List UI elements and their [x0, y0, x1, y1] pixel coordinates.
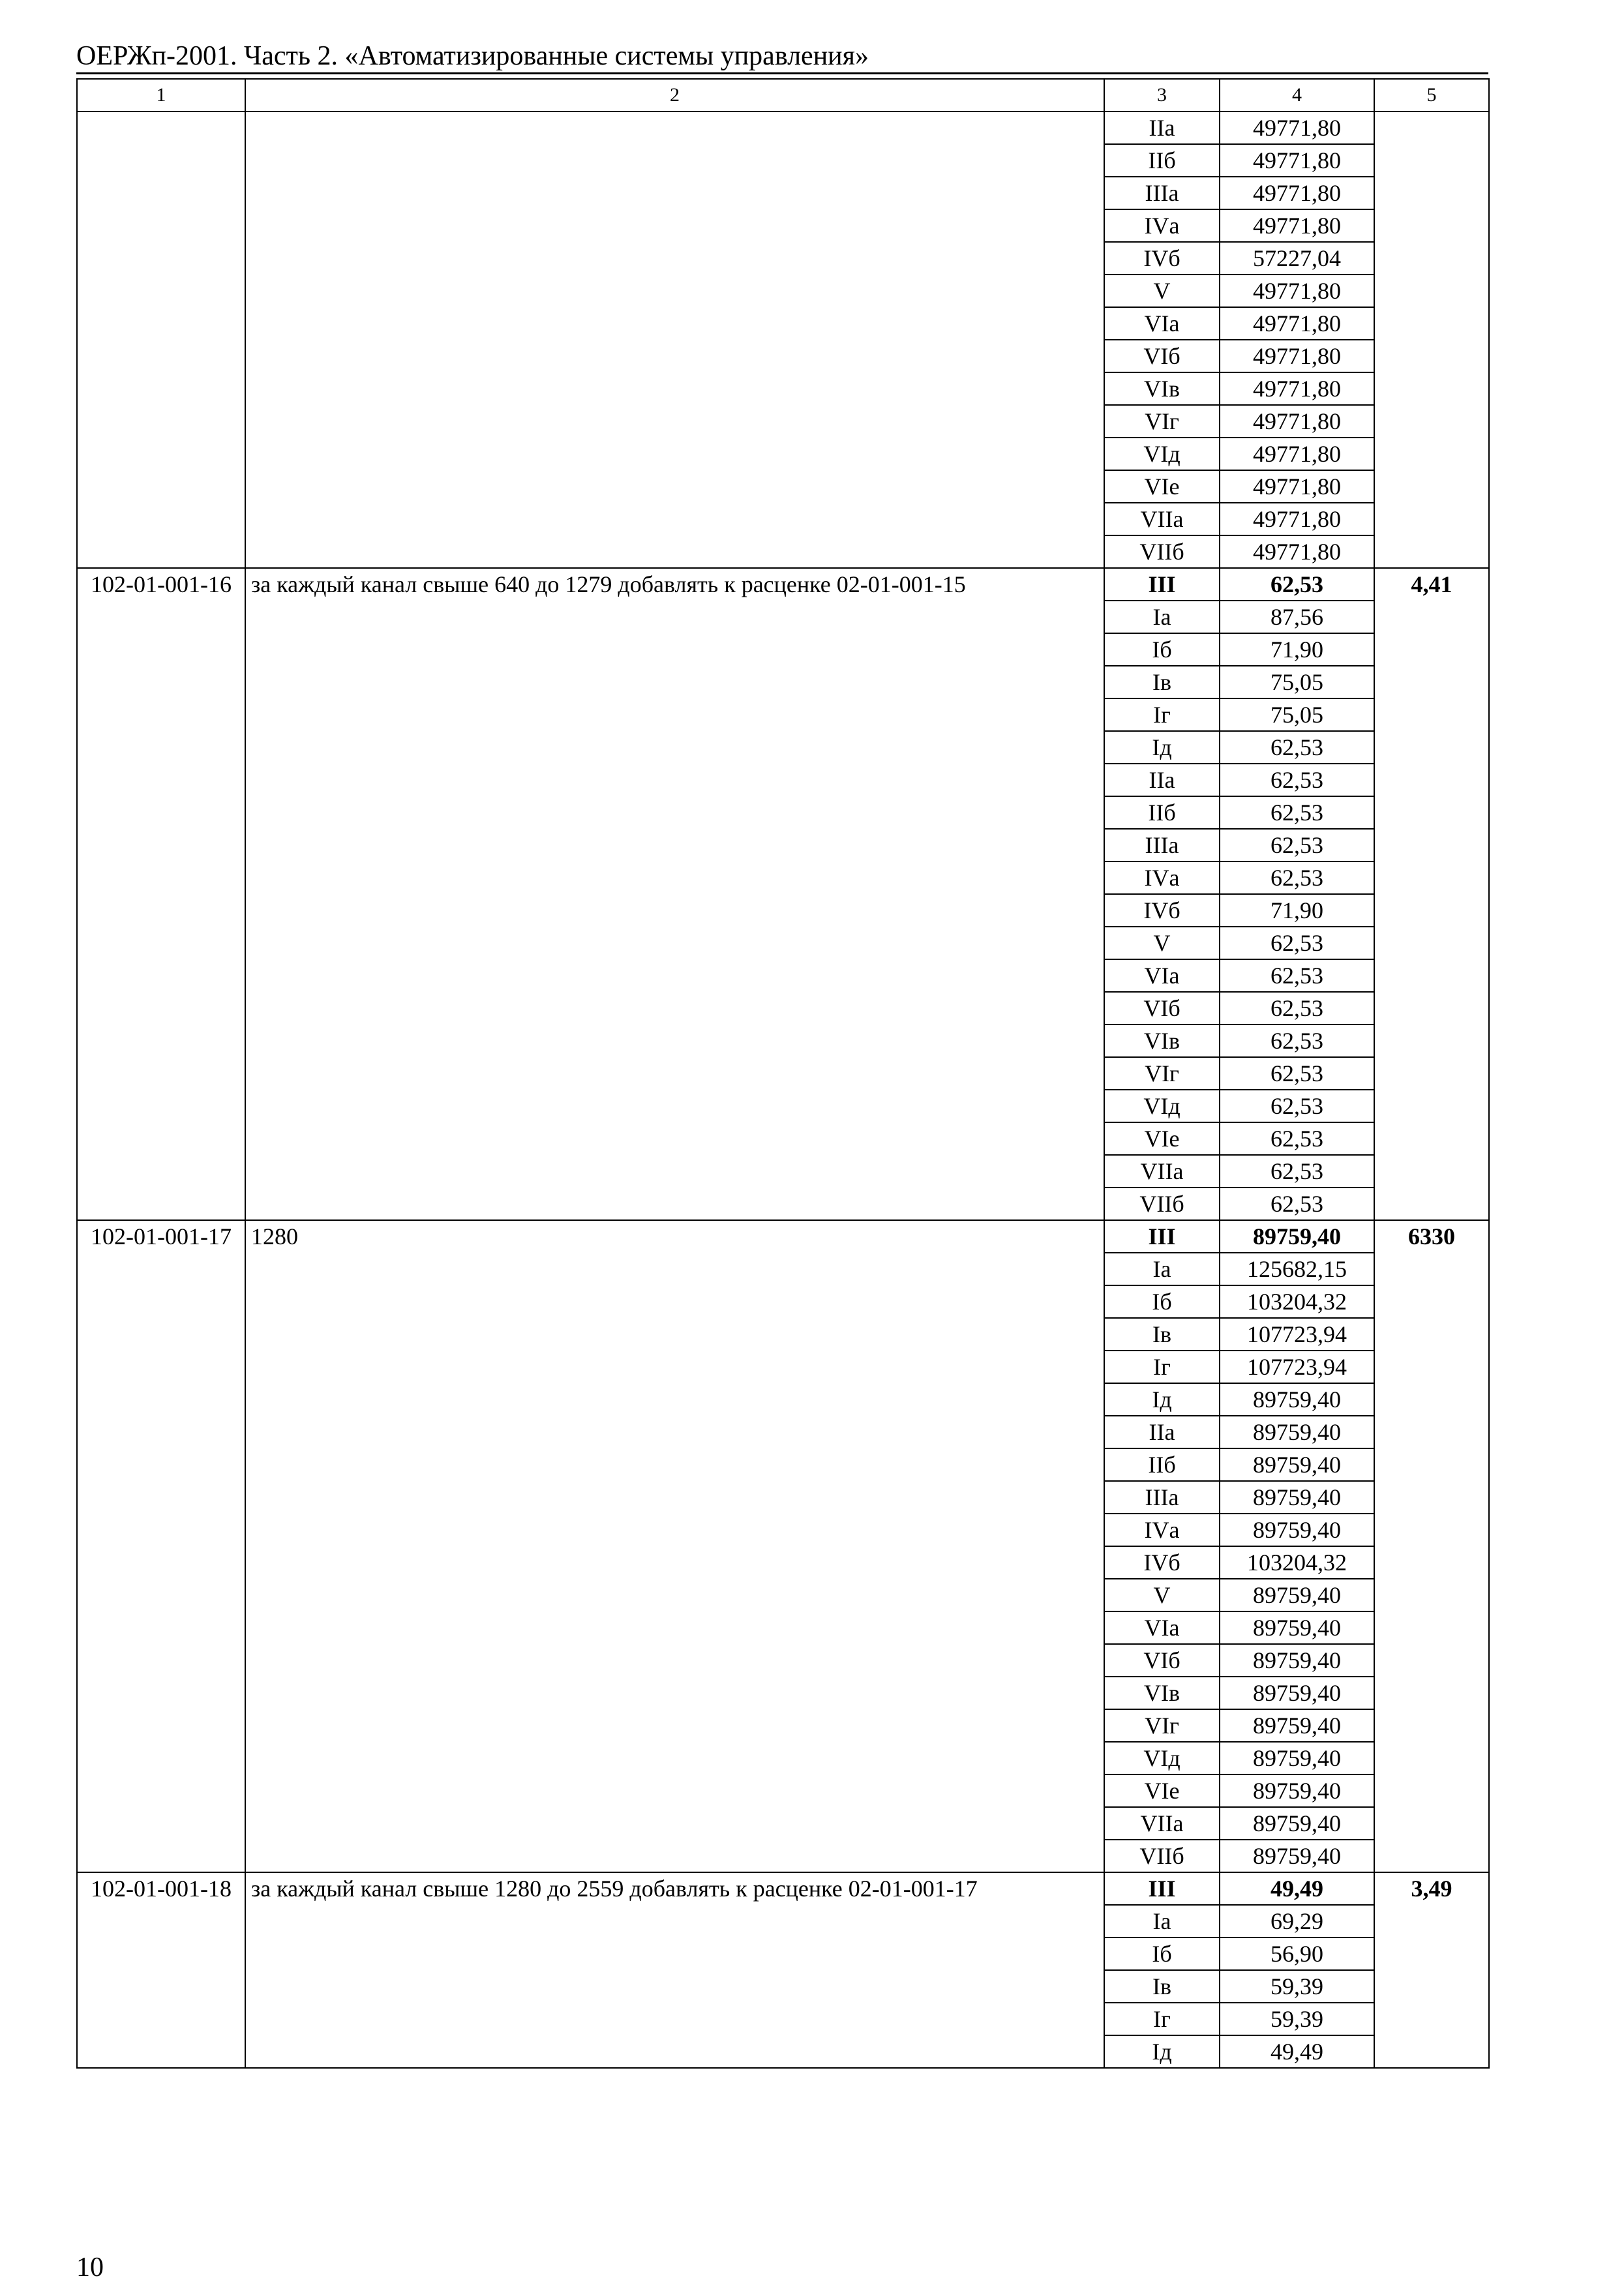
price-cell: 71,90 — [1220, 633, 1374, 666]
price-cell: 89759,40 — [1220, 1579, 1374, 1611]
extra-value: 4,41 — [1374, 568, 1489, 1220]
zone-cell: IVа — [1104, 1514, 1220, 1546]
zone-cell: IVб — [1104, 1546, 1220, 1579]
price-cell: 49771,80 — [1220, 503, 1374, 535]
zone-cell: VIд — [1104, 1090, 1220, 1122]
zone-cell: VIв — [1104, 1677, 1220, 1709]
price-cell: 89759,40 — [1220, 1807, 1374, 1840]
zone-cell: VIб — [1104, 992, 1220, 1025]
zone-cell: IVб — [1104, 894, 1220, 927]
rate-description: за каждый канал свыше 640 до 1279 добавлять к расценке 02-01-001-15 — [245, 568, 1104, 1220]
zone-cell: IIб — [1104, 1448, 1220, 1481]
zone-cell: VIв — [1104, 1025, 1220, 1057]
zone-cell: IVа — [1104, 861, 1220, 894]
rate-code — [77, 112, 245, 568]
zone-cell: V — [1104, 927, 1220, 959]
price-cell: 62,53 — [1220, 731, 1374, 764]
zone-cell: V — [1104, 1579, 1220, 1611]
table-row — [77, 1220, 1489, 1253]
zone-cell: IIIа — [1104, 829, 1220, 861]
price-cell: 49771,80 — [1220, 112, 1374, 144]
price-cell: 62,53 — [1220, 764, 1374, 796]
price-cell: 62,53 — [1220, 1122, 1374, 1155]
price-cell: 75,05 — [1220, 698, 1374, 731]
price-cell: 49,49 — [1220, 1872, 1374, 1905]
price-table — [76, 78, 1490, 2069]
zone-cell: Iд — [1104, 2035, 1220, 2068]
zone-cell: VIIб — [1104, 535, 1220, 568]
zone-cell: VIб — [1104, 1644, 1220, 1677]
price-cell: 69,29 — [1220, 1905, 1374, 1937]
zone-cell: Iд — [1104, 731, 1220, 764]
zone-cell: VIг — [1104, 1709, 1220, 1742]
zone-cell: VIIа — [1104, 1155, 1220, 1188]
price-cell: 49,49 — [1220, 2035, 1374, 2068]
price-cell: 89759,40 — [1220, 1481, 1374, 1514]
price-cell: 56,90 — [1220, 1937, 1374, 1970]
price-cell: 89759,40 — [1220, 1514, 1374, 1546]
price-cell: 62,53 — [1220, 568, 1374, 601]
price-cell: 103204,32 — [1220, 1546, 1374, 1579]
price-cell: 89759,40 — [1220, 1220, 1374, 1253]
zone-cell: IIа — [1104, 112, 1220, 144]
rate-code: 102-01-001-17 — [77, 1220, 245, 1872]
zone-cell: IIа — [1104, 764, 1220, 796]
price-cell: 89759,40 — [1220, 1611, 1374, 1644]
price-cell: 62,53 — [1220, 1090, 1374, 1122]
zone-cell: VIIа — [1104, 1807, 1220, 1840]
price-cell: 87,56 — [1220, 601, 1374, 633]
zone-cell: VIг — [1104, 1057, 1220, 1090]
price-cell: 62,53 — [1220, 992, 1374, 1025]
price-cell: 49771,80 — [1220, 438, 1374, 470]
zone-cell: VIе — [1104, 1774, 1220, 1807]
zone-cell: Iб — [1104, 1937, 1220, 1970]
page-number: 10 — [76, 2252, 104, 2282]
rate-description: 1280 — [245, 1220, 1104, 1872]
zone-cell: VIв — [1104, 372, 1220, 405]
extra-value: 6330 — [1374, 1220, 1489, 1872]
rate-code: 102-01-001-18 — [77, 1872, 245, 2068]
zone-cell: IVб — [1104, 242, 1220, 275]
price-cell: 49771,80 — [1220, 470, 1374, 503]
price-cell: 49771,80 — [1220, 275, 1374, 307]
zone-cell: Iг — [1104, 2003, 1220, 2035]
zone-cell: Iб — [1104, 1285, 1220, 1318]
zone-cell: IIб — [1104, 796, 1220, 829]
page-header-title: ОЕРЖп-2001. Часть 2. «Автоматизированные системы управления» — [76, 41, 869, 71]
price-cell: 89759,40 — [1220, 1383, 1374, 1416]
table-row — [77, 112, 1489, 144]
zone-cell: Iа — [1104, 1253, 1220, 1285]
zone-cell: IIIа — [1104, 177, 1220, 209]
extra-value — [1374, 112, 1489, 568]
price-cell: 62,53 — [1220, 829, 1374, 861]
zone-cell: Iа — [1104, 601, 1220, 633]
zone-cell: IIIа — [1104, 1481, 1220, 1514]
price-cell: 62,53 — [1220, 1155, 1374, 1188]
zone-cell: III — [1104, 568, 1220, 601]
price-cell: 59,39 — [1220, 1970, 1374, 2003]
header-rule — [76, 72, 1488, 74]
column-number: 4 — [1220, 79, 1374, 112]
zone-cell: III — [1104, 1872, 1220, 1905]
zone-cell: VIа — [1104, 1611, 1220, 1644]
price-cell: 62,53 — [1220, 927, 1374, 959]
rate-code: 102-01-001-16 — [77, 568, 245, 1220]
zone-cell: Iв — [1104, 1318, 1220, 1351]
price-cell: 62,53 — [1220, 1188, 1374, 1220]
price-cell: 103204,32 — [1220, 1285, 1374, 1318]
price-cell: 125682,15 — [1220, 1253, 1374, 1285]
zone-cell: III — [1104, 1220, 1220, 1253]
zone-cell: VIа — [1104, 307, 1220, 340]
price-cell: 75,05 — [1220, 666, 1374, 698]
column-number: 2 — [245, 79, 1104, 112]
table-row — [77, 568, 1489, 601]
price-cell: 57227,04 — [1220, 242, 1374, 275]
zone-cell: IVа — [1104, 209, 1220, 242]
price-cell: 107723,94 — [1220, 1351, 1374, 1383]
zone-cell: Iг — [1104, 1351, 1220, 1383]
zone-cell: VIе — [1104, 470, 1220, 503]
price-cell: 62,53 — [1220, 861, 1374, 894]
column-number: 3 — [1104, 79, 1220, 112]
price-cell: 89759,40 — [1220, 1840, 1374, 1872]
zone-cell: Iг — [1104, 698, 1220, 731]
price-cell: 62,53 — [1220, 959, 1374, 992]
rate-description — [245, 112, 1104, 568]
zone-cell: Iв — [1104, 666, 1220, 698]
price-cell: 89759,40 — [1220, 1742, 1374, 1774]
column-number: 1 — [77, 79, 245, 112]
price-cell: 59,39 — [1220, 2003, 1374, 2035]
price-cell: 89759,40 — [1220, 1448, 1374, 1481]
price-cell: 49771,80 — [1220, 177, 1374, 209]
zone-cell: VIд — [1104, 1742, 1220, 1774]
zone-cell: VIIб — [1104, 1188, 1220, 1220]
zone-cell: VIе — [1104, 1122, 1220, 1155]
zone-cell: IIб — [1104, 144, 1220, 177]
price-cell: 62,53 — [1220, 1025, 1374, 1057]
price-cell: 107723,94 — [1220, 1318, 1374, 1351]
zone-cell: Iв — [1104, 1970, 1220, 2003]
price-cell: 71,90 — [1220, 894, 1374, 927]
zone-cell: Iб — [1104, 633, 1220, 666]
column-number-row — [77, 79, 1489, 112]
price-cell: 89759,40 — [1220, 1774, 1374, 1807]
price-cell: 49771,80 — [1220, 340, 1374, 372]
price-cell: 89759,40 — [1220, 1644, 1374, 1677]
zone-cell: V — [1104, 275, 1220, 307]
zone-cell: Iд — [1104, 1383, 1220, 1416]
price-cell: 89759,40 — [1220, 1416, 1374, 1448]
zone-cell: VIIб — [1104, 1840, 1220, 1872]
extra-value: 3,49 — [1374, 1872, 1489, 2068]
price-table-body — [77, 79, 1489, 2068]
price-cell: 49771,80 — [1220, 405, 1374, 438]
price-cell: 89759,40 — [1220, 1709, 1374, 1742]
rate-description: за каждый канал свыше 1280 до 2559 добавлять к расценке 02-01-001-17 — [245, 1872, 1104, 2068]
zone-cell: VIг — [1104, 405, 1220, 438]
zone-cell: VIIа — [1104, 503, 1220, 535]
zone-cell: IIа — [1104, 1416, 1220, 1448]
price-cell: 62,53 — [1220, 1057, 1374, 1090]
table-row — [77, 1872, 1489, 1905]
zone-cell: VIб — [1104, 340, 1220, 372]
price-cell: 49771,80 — [1220, 372, 1374, 405]
price-cell: 89759,40 — [1220, 1677, 1374, 1709]
price-cell: 62,53 — [1220, 796, 1374, 829]
column-number: 5 — [1374, 79, 1489, 112]
zone-cell: Iа — [1104, 1905, 1220, 1937]
zone-cell: VIа — [1104, 959, 1220, 992]
price-cell: 49771,80 — [1220, 144, 1374, 177]
price-cell: 49771,80 — [1220, 209, 1374, 242]
price-cell: 49771,80 — [1220, 307, 1374, 340]
zone-cell: VIд — [1104, 438, 1220, 470]
price-cell: 49771,80 — [1220, 535, 1374, 568]
